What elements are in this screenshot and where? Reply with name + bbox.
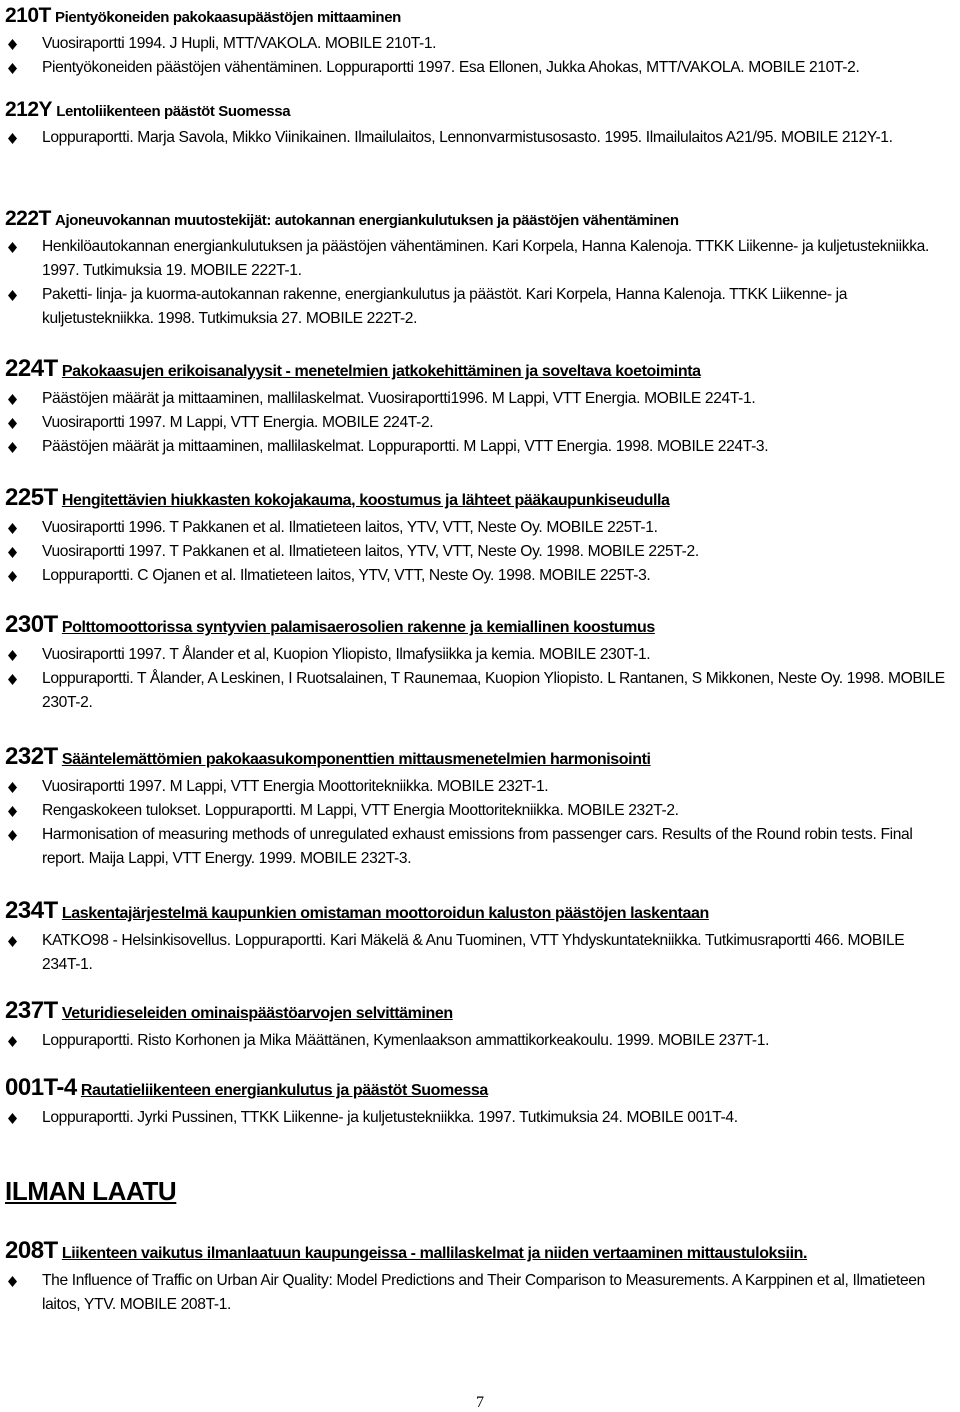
- item-text: Rengaskokeen tulokset. Loppuraportti. M Lappi, VTT Energia Moottoritekniikka. MOBILE 232T-2.: [42, 802, 679, 819]
- list-item: [0, 56, 945, 80]
- item-text: Loppuraportti. Risto Korhonen ja Mika Määttänen, Kymenlaakson ammattikorkeakoulu. 1999. MOBILE 237T-1.: [42, 1032, 770, 1049]
- page-number: 7: [476, 1394, 484, 1411]
- list-item: [0, 1106, 945, 1130]
- diamond-bullet-icon: [8, 63, 17, 74]
- item-text: Loppuraportti. T Ålander, A Leskinen, I Ruotsalainen, T Raunemaa, Kuopion Yliopisto. L Rantanen, S Mikkonen, Neste Oy. 1998. MOBILE 230T-2.: [42, 670, 945, 711]
- section-212Y: [0, 96, 945, 150]
- list-item: [0, 32, 945, 56]
- item-text: Pientyökoneiden päästöjen vähentäminen. Loppuraportti 1997. Esa Ellonen, Jukka Ahokas, MTT/VAKOLA. MOBILE 210T-2.: [42, 59, 860, 76]
- list-item: [0, 283, 945, 331]
- list-item: [0, 929, 945, 977]
- section-title: Pakokaasujen erikoisanalyysit - menetelmien jatkokehittäminen ja soveltava koetoiminta: [61, 363, 701, 380]
- item-text: Vuosiraportti 1997. M Lappi, VTT Energia. MOBILE 224T-2.: [42, 414, 434, 431]
- chapter-heading: ILMAN LAATU: [5, 1176, 177, 1206]
- list-item: [0, 823, 945, 871]
- section-title: Rautatieliikenteen energiankulutus ja päästöt Suomessa: [80, 1082, 488, 1099]
- section-code: 001T-4: [5, 1074, 77, 1101]
- item-text: Paketti- linja- ja kuorma-autokannan rakenne, energiankulutus ja päästöt. Kari Korpela, Hanna Kalenoja. TTKK Liikenne- ja kuljetustekniikka. 1998. Tutkimuksia 27. MOBILE 222T-2.: [42, 286, 848, 327]
- item-text: Vuosiraportti 1997. T Pakkanen et al. Ilmatieteen laitos, YTV, VTT, Neste Oy. 1998. MOBILE 225T-2.: [42, 543, 699, 560]
- section-code: 237T: [5, 997, 58, 1024]
- diamond-bullet-icon: [8, 523, 17, 534]
- list-item: [0, 235, 945, 283]
- section-234T: [0, 896, 945, 977]
- item-text: KATKO98 - Helsinkisovellus. Loppuraportti. Kari Mäkelä & Anu Tuominen, VTT Yhdyskuntatekniikka. Tutkimusraportti 466. MOBILE 234T-1.: [42, 932, 905, 973]
- item-text: Päästöjen määrät ja mittaaminen, mallilaskelmat. Loppuraportti. M Lappi, VTT Energia. 1998. MOBILE 224T-3.: [42, 438, 769, 455]
- list-item: [0, 126, 945, 150]
- list-item: [0, 799, 945, 823]
- section-heading: [5, 2, 945, 32]
- section-heading: [5, 1073, 945, 1106]
- item-text: The Influence of Traffic on Urban Air Quality: Model Predictions and Their Comparison to Measurements. A Karppinen et al, Ilmatieteen laitos, YTV. MOBILE 208T-1.: [42, 1272, 925, 1313]
- section-title: Sääntelemättömien pakokaasukomponenttien mittausmenetelmien harmonisointi: [61, 751, 651, 768]
- diamond-bullet-icon: [8, 830, 17, 841]
- diamond-bullet-icon: [8, 571, 17, 582]
- section-title: Pientyökoneiden pakokaasupäästöjen mittaaminen: [55, 9, 401, 26]
- section-title: Ajoneuvokannan muutostekijät: autokannan energiankulutuksen ja päästöjen vähentäminen: [55, 212, 679, 229]
- section-code: 225T: [5, 484, 58, 511]
- section-code: 232T: [5, 743, 58, 770]
- diamond-bullet-icon: [8, 394, 17, 405]
- list-item: [0, 667, 945, 715]
- section-code: 210T: [5, 4, 51, 27]
- section-001T-4: [0, 1073, 945, 1130]
- item-text: Vuosiraportti 1996. T Pakkanen et al. Ilmatieteen laitos, YTV, VTT, Neste Oy. MOBILE 225T-1.: [42, 519, 658, 536]
- section-230T: [0, 610, 945, 715]
- section-heading: [5, 205, 945, 235]
- section-heading: [5, 354, 945, 387]
- item-text: Harmonisation of measuring methods of unregulated exhaust emissions from passenger cars. Results of the Round robin tests. Final report. Maija Lappi, VTT Energy. 1999. MOBILE 232T-3.: [42, 826, 913, 867]
- section-232T: [0, 742, 945, 871]
- section-heading: [5, 742, 945, 775]
- item-text: Vuosiraportti 1997. M Lappi, VTT Energia Moottoritekniikka. MOBILE 232T-1.: [42, 778, 549, 795]
- diamond-bullet-icon: [8, 547, 17, 558]
- list-item: [0, 564, 945, 588]
- diamond-bullet-icon: [8, 1113, 17, 1124]
- diamond-bullet-icon: [8, 782, 17, 793]
- section-heading: [5, 610, 945, 643]
- section-heading: [5, 96, 945, 126]
- list-item: [0, 775, 945, 799]
- section-225T: [0, 483, 945, 588]
- item-text: Vuosiraportti 1997. T Ålander et al, Kuopion Yliopisto, Ilmafysiikka ja kemia. MOBILE 230T-1.: [42, 646, 651, 663]
- section-code: 230T: [5, 611, 58, 638]
- list-item: [0, 540, 945, 564]
- section-code: 222T: [5, 207, 51, 230]
- list-item: [0, 516, 945, 540]
- diamond-bullet-icon: [8, 39, 17, 50]
- section-title: Hengitettävien hiukkasten kokojakauma, koostumus ja lähteet pääkaupunkiseudulla: [61, 492, 670, 509]
- section-code: 208T: [5, 1237, 58, 1264]
- diamond-bullet-icon: [8, 674, 17, 685]
- diamond-bullet-icon: [8, 936, 17, 947]
- diamond-bullet-icon: [8, 650, 17, 661]
- diamond-bullet-icon: [8, 442, 17, 453]
- item-text: Loppuraportti. Marja Savola, Mikko Viinikainen. Ilmailulaitos, Lennonvarmistusosasto. 1995. Ilmailulaitos A21/95. MOBILE 212Y-1.: [42, 129, 893, 146]
- list-item: [0, 435, 945, 459]
- diamond-bullet-icon: [8, 133, 17, 144]
- list-item: [0, 387, 945, 411]
- section-210T: [0, 2, 945, 80]
- item-text: Loppuraportti. C Ojanen et al. Ilmatieteen laitos, YTV, VTT, Neste Oy. 1998. MOBILE 225T-3.: [42, 567, 651, 584]
- section-heading: [5, 996, 945, 1029]
- diamond-bullet-icon: [8, 1276, 17, 1287]
- item-text: Vuosiraportti 1994. J Hupli, MTT/VAKOLA. MOBILE 210T-1.: [42, 35, 437, 52]
- section-title: Laskentajärjestelmä kaupunkien omistaman moottoroidun kaluston päästöjen laskentaan: [61, 905, 709, 922]
- section-title: Liikenteen vaikutus ilmanlaatuun kaupungeissa - mallilaskelmat ja niiden vertaaminen mittaustuloksiin.: [61, 1245, 808, 1262]
- section-title: Polttomoottorissa syntyvien palamisaerosolien rakenne ja kemiallinen koostumus: [61, 619, 655, 636]
- section-title: Lentoliikenteen päästöt Suomessa: [56, 103, 291, 120]
- diamond-bullet-icon: [8, 1036, 17, 1047]
- section-code: 212Y: [5, 98, 53, 121]
- list-item: [0, 1029, 945, 1053]
- section-222T: [0, 205, 945, 331]
- section-code: 234T: [5, 897, 58, 924]
- section-heading: [5, 1236, 945, 1269]
- diamond-bullet-icon: [8, 242, 17, 253]
- item-text: Henkilöautokannan energiankulutuksen ja päästöjen vähentäminen. Kari Korpela, Hanna Kalenoja. TTKK Liikenne- ja kuljetustekniikka. 1997. Tutkimuksia 19. MOBILE 222T-1.: [42, 238, 929, 279]
- item-text: Päästöjen määrät ja mittaaminen, mallilaskelmat. Vuosiraportti1996. M Lappi, VTT Energia. MOBILE 224T-1.: [42, 390, 756, 407]
- diamond-bullet-icon: [8, 290, 17, 301]
- section-237T: [0, 996, 945, 1053]
- section-208T: [0, 1236, 945, 1317]
- section-224T: [0, 354, 945, 459]
- section-heading: [5, 483, 945, 516]
- section-title: Veturidieseleiden ominaispäästöarvojen selvittäminen: [61, 1005, 453, 1022]
- diamond-bullet-icon: [8, 418, 17, 429]
- section-code: 224T: [5, 355, 58, 382]
- section-heading: [5, 896, 945, 929]
- list-item: [0, 643, 945, 667]
- diamond-bullet-icon: [8, 806, 17, 817]
- item-text: Loppuraportti. Jyrki Pussinen, TTKK Liikenne- ja kuljetustekniikka. 1997. Tutkimuksia 24. MOBILE 001T-4.: [42, 1109, 738, 1126]
- list-item: [0, 411, 945, 435]
- list-item: [0, 1269, 945, 1317]
